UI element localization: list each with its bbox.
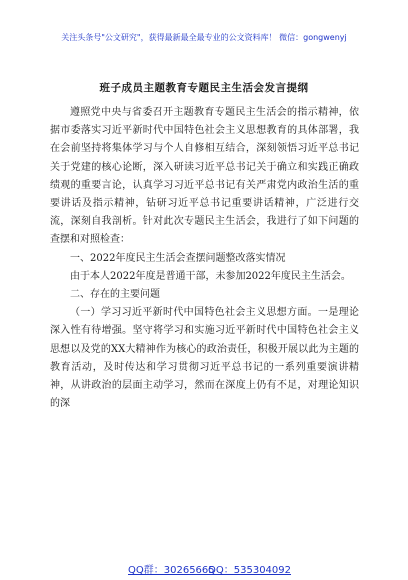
section-heading-1: 一、2022年度民主生活会查摆问题整改落实情况 [70,252,286,264]
document-title: 班子成员主题教育专题民主生活会发言提纲 [99,82,309,94]
section-heading-2: 二、存在的主要问题 [70,289,160,301]
section-1-paragraph: 由于本人2022年度是普通干部，未参加2022年度民主生活会。 [70,270,351,282]
header-promo-note: 关注头条号"公文研究"，获得最新最全最专业的公文资料库！ 微信：gongwenyj [61,33,347,42]
section-2-paragraph: （一）学习习近平新时代中国特色社会主义思想方面。一是理论深入性有待增强。坚守将学习和实施习近平新时代中国特色社会主义思想以及党的XX大精神作为核心的政治责任，积极开展以此为主题的教育活动，及时传达和学习贯彻习近平总书记的一系列重要演讲精神，从讲政治的层面主动学习，然而在深度上仍有不足，对理论知识的深 [50,307,359,410]
document-body [50,104,359,413]
intro-paragraph: 遵照党中央与省委召开主题教育专题民主生活会的指示精神，依据市委落实习近平新时代中国特色社会主义思想教育的具体部署，我在会前坚持将集体学习与个人自修相互结合，深刻领悟习近平总书记关于党建的核心论断，深入研读习近平总书记关于确立和实践正确政绩观的重要言论，认真学习习近平总书记有关严肃党内政治生活的重要讲话及指示精神，钻研习近平总书记重要讲话精神，广泛进行交流，深刻自我剖析。针对此次专题民主生活会，我进行了如下问题的查摆和对照检查： [50,107,359,246]
qq-group-link[interactable]: QQ群：30265665 [128,565,215,576]
qq-contact-link[interactable]: QQ：535304092 [208,565,292,576]
